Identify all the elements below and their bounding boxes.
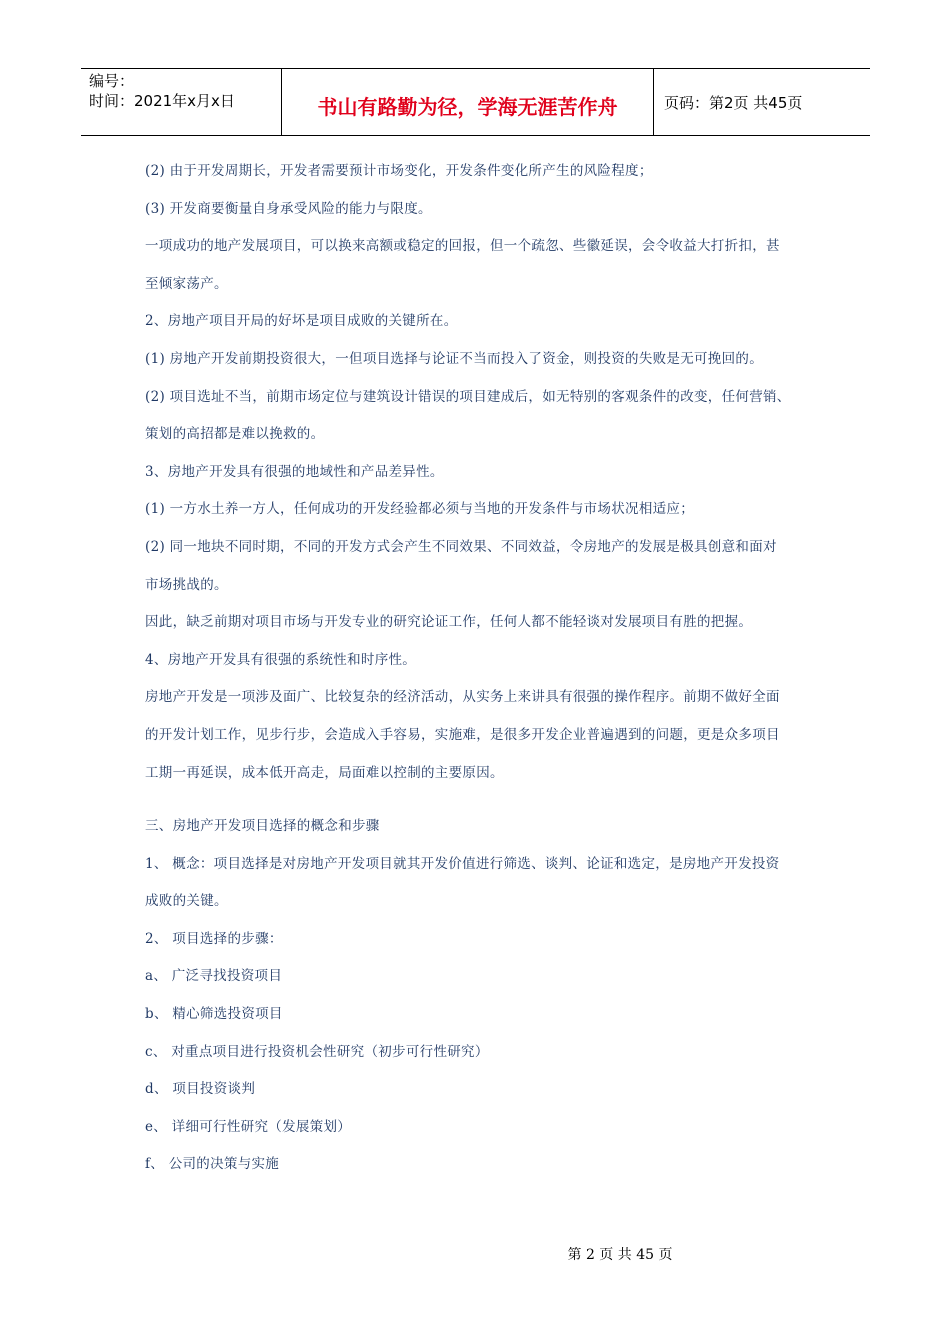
body-line: (2) 同一地块不同时期，不同的开发方式会产生不同效果、不同效益，令房地产的发展是极具创意和面对 bbox=[145, 538, 777, 555]
body-line: 2、房地产项目开局的好坏是项目成败的关键所在。 bbox=[145, 313, 458, 330]
document-time-label: 时间：2021年x月x日 bbox=[89, 92, 235, 110]
body-line: 市场挑战的。 bbox=[145, 576, 228, 593]
section-line: 1、 概念：项目选择是对房地产开发项目就其开发价值进行筛选、谈判、论证和选定，是房地产开发投资 bbox=[145, 855, 780, 872]
body-line: (3) 开发商要衡量自身承受风险的能力与限度。 bbox=[145, 200, 432, 217]
body-line: 至倾家荡产。 bbox=[145, 275, 228, 292]
document-body bbox=[145, 158, 825, 1189]
step-item: c、 对重点项目进行投资机会性研究（初步可行性研究） bbox=[145, 1043, 489, 1060]
step-item: a、 广泛寻找投资项目 bbox=[145, 968, 283, 985]
body-line: (1) 一方水土养一方人，任何成功的开发经验都必须与当地的开发条件与市场状况相适应； bbox=[145, 501, 695, 518]
step-item: d、 项目投资谈判 bbox=[145, 1081, 256, 1098]
body-line: (2) 项目选址不当，前期市场定位与建筑设计错误的项目建成后，如无特别的客观条件的改变，任何营销、 bbox=[145, 388, 791, 405]
body-line: (2) 由于开发周期长，开发者需要预计市场变化，开发条件变化所产生的风险程度； bbox=[145, 163, 653, 179]
step-item: e、 详细可行性研究（发展策划） bbox=[145, 1118, 352, 1135]
header-page-info: 页码：第2页 共45页 bbox=[664, 93, 803, 112]
body-line: (1) 房地产开发前期投资很大，一但项目选择与论证不当而投入了资金，则投资的失败是无可挽回的。 bbox=[145, 350, 764, 367]
page-footer: 第 2 页 共 45 页 bbox=[567, 1247, 673, 1263]
document-number-label: 编号： bbox=[89, 72, 135, 90]
body-line: 的开发计划工作，见步行步，会造成入手容易，实施难，是很多开发企业普遍遇到的问题，更是众多项目 bbox=[145, 726, 780, 743]
header-motto: 书山有路勤为径，学海无涯苦作舟 bbox=[282, 69, 654, 135]
header-meta-cell bbox=[81, 69, 282, 135]
body-line: 房地产开发是一项涉及面广、比较复杂的经济活动，从实务上来讲具有很强的操作程序。前期不做好全面 bbox=[145, 689, 780, 706]
body-line: 因此，缺乏前期对项目市场与开发专业的研究论证工作，任何人都不能轻谈对发展项目有胜的把握。 bbox=[145, 614, 753, 631]
section-spacer bbox=[145, 797, 825, 813]
document-header bbox=[81, 68, 870, 136]
step-item: b、 精心筛选投资项目 bbox=[145, 1006, 283, 1023]
body-line: 3、房地产开发具有很强的地域性和产品差异性。 bbox=[145, 463, 444, 480]
body-line: 工期一再延误，成本低开高走，局面难以控制的主要原因。 bbox=[145, 764, 504, 781]
section-line: 成败的关键。 bbox=[145, 893, 228, 910]
step-item: f、 公司的决策与实施 bbox=[145, 1156, 280, 1173]
section-heading: 三、房地产开发项目选择的概念和步骤 bbox=[145, 818, 380, 835]
body-line: 策划的高招都是难以挽救的。 bbox=[145, 426, 325, 443]
body-line: 一项成功的地产发展项目，可以换来高额或稳定的回报，但一个疏忽、些徽延误，会令收益大打折扣，甚 bbox=[145, 238, 780, 255]
body-line: 4、房地产开发具有很强的系统性和时序性。 bbox=[145, 651, 417, 668]
section-line: 2、 项目选择的步骤： bbox=[145, 930, 283, 947]
